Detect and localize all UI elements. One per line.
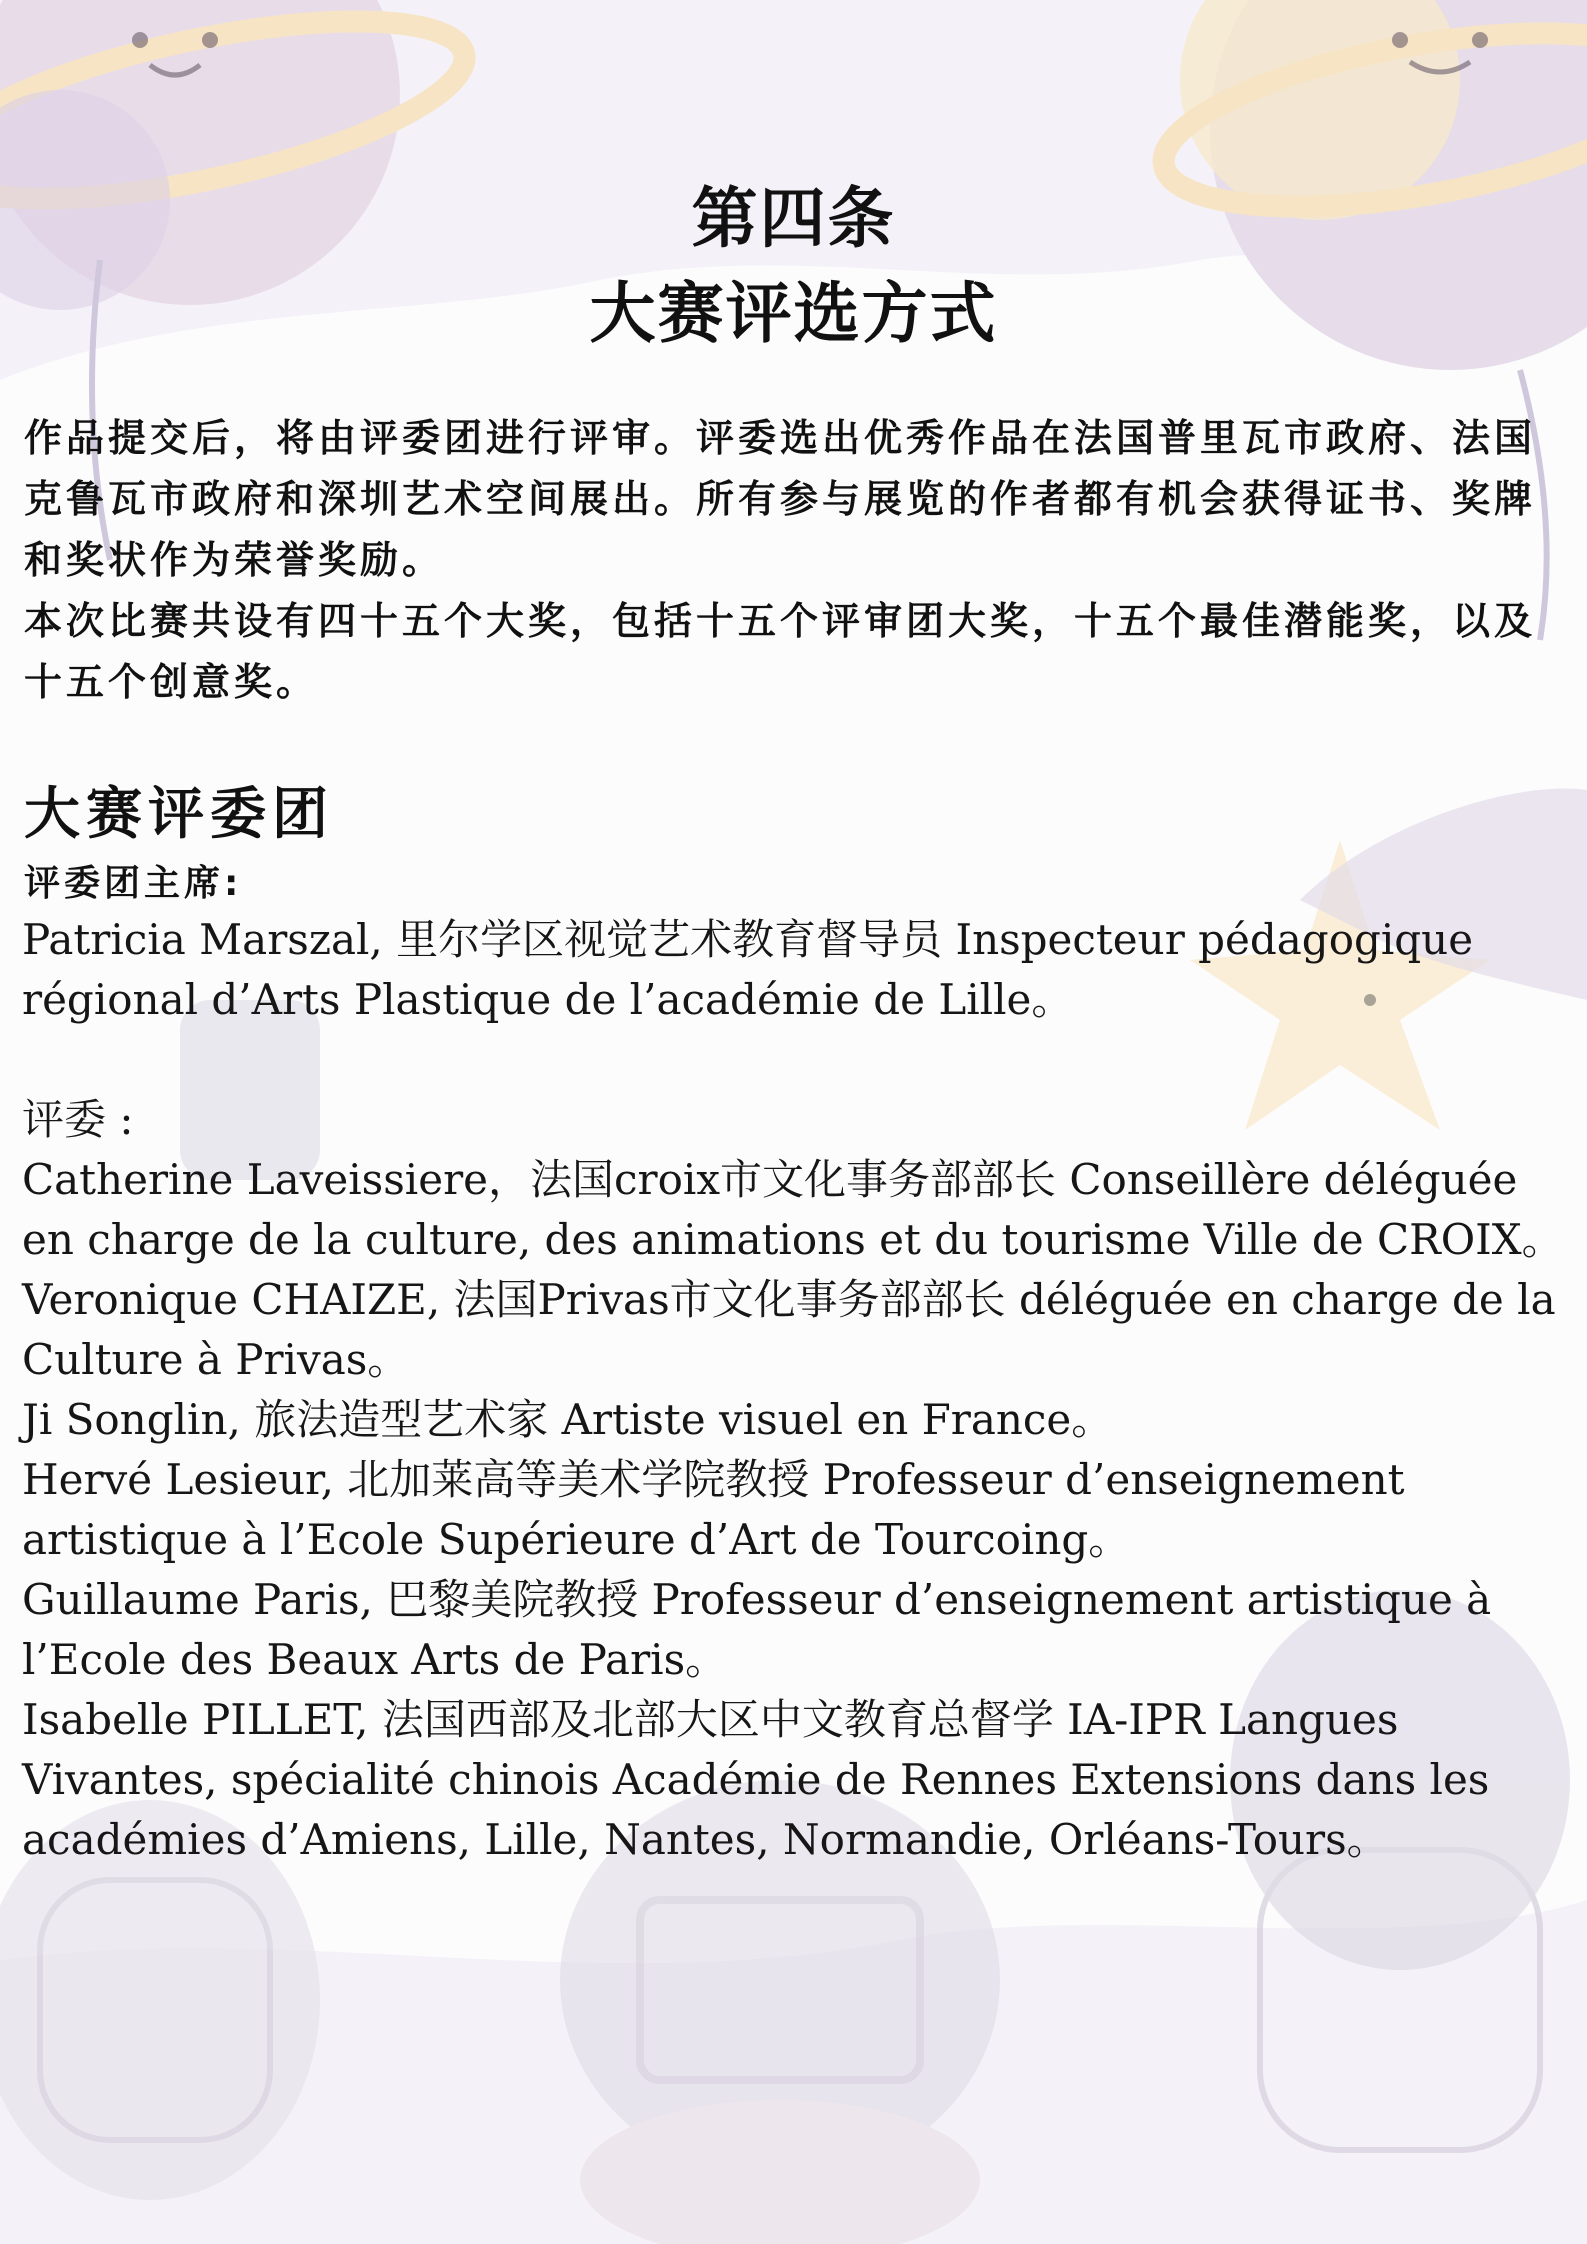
intro-text [24, 408, 1564, 713]
jury-member: Veronique CHAIZE, 法国Privas市文化事务部部长 déléguée en charge de la Culture à Privas。 [22, 1275, 1556, 1384]
jury-member: Hervé Lesieur, 北加莱高等美术学院教授 Professeur d’enseignement artistique à l’Ecole Supérieure d’Art de Tourcoing。 [22, 1455, 1405, 1564]
intro-paragraph-2: 本次比赛共设有四十五个大奖，包括十五个评审团大奖，十五个最佳潜能奖，以及十五个创意奖。 [24, 599, 1537, 704]
jury-member: Ji Songlin, 旅法造型艺术家 Artiste visuel en France。 [22, 1395, 1114, 1444]
jury-member: Guillaume Paris, 巴黎美院教授 Professeur d’enseignement artistique à l’Ecole des Beaux Arts de Paris。 [22, 1575, 1492, 1684]
intro-paragraph-1: 作品提交后，将由评委团进行评审。评委选出优秀作品在法国普里瓦市政府、法国克鲁瓦市政府和深圳艺术空间展出。所有参与展览的作者都有机会获得证书、奖牌和奖状作为荣誉奖励。 [24, 416, 1537, 582]
jury-member: Isabelle PILLET, 法国西部及北部大区中文教育总督学 IA-IPR Langues Vivantes, spécialité chinois Académie de Rennes Extensions dans les académies d’Amiens, Lille, Nantes, Normandie, Orléans-Tours。 [22, 1695, 1490, 1864]
jury-member: Catherine Laveissiere，法国croix市文化事务部部长 Conseillère déléguée en charge de la culture, des animations et du tourisme Ville de CROIX。 [22, 1155, 1564, 1264]
section-title: 大赛评选方式 [589, 275, 998, 352]
jury-members-list [22, 1150, 1572, 1870]
article-number-title: 第四条 [691, 180, 896, 257]
jury-chair-text: Patricia Marszal, 里尔学区视觉艺术教育督导员 Inspecteur pédagogique régional d’Arts Plastique de l’académie de Lille。 [22, 915, 1474, 1024]
jury-members-label: 评委 : [22, 1095, 134, 1144]
jury-heading: 大赛评委团 [24, 782, 334, 847]
jury-chair-label: 评委团主席: [24, 863, 243, 904]
